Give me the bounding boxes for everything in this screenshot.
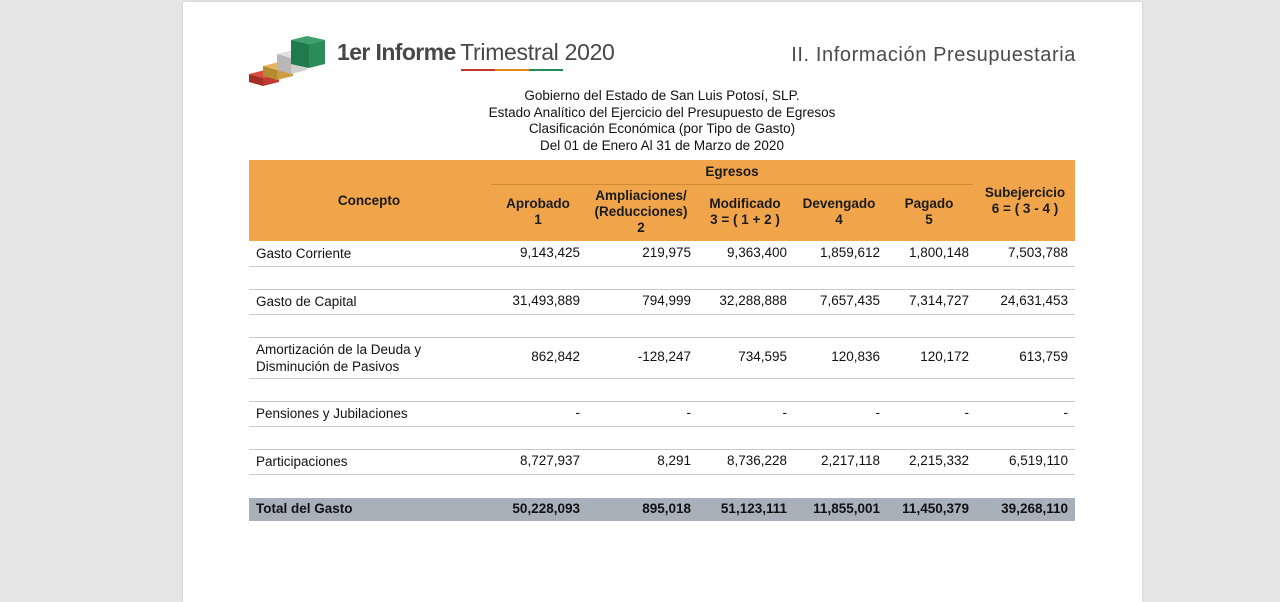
header-concepto: Concepto [337, 193, 401, 208]
row-label: Pensiones y Jubilaciones [256, 406, 408, 421]
cell-ampliaciones: - [686, 405, 691, 420]
cell-pagado: - [964, 405, 969, 420]
spacer-row [249, 427, 1075, 450]
total-subejercicio: 39,268,110 [1001, 501, 1068, 516]
heading-line-government: Gobierno del Estado de San Luis Potosí, SLP. [524, 88, 800, 103]
cell-subejercicio: 613,759 [1019, 349, 1068, 364]
brand-accent-underline [461, 69, 563, 72]
cell-modificado: 734,595 [738, 349, 787, 364]
table-row [249, 450, 1075, 475]
cell-modificado: - [782, 405, 787, 420]
table-header [249, 160, 1075, 241]
cell-pagado: 2,215,332 [908, 453, 969, 468]
stacked-bars-logo-icon [249, 34, 329, 88]
total-label: Total del Gasto [256, 501, 353, 516]
header-devengado: Devengado 4 [802, 196, 876, 227]
heading-line-period: Del 01 de Enero Al 31 de Marzo de 2020 [540, 137, 784, 153]
table-row [249, 242, 1075, 267]
cell-ampliaciones: 219,975 [642, 245, 691, 260]
header-pagado: Pagado 5 [904, 196, 954, 227]
cell-aprobado: - [575, 405, 580, 420]
table-row [249, 338, 1075, 379]
document-heading [249, 88, 1075, 154]
spacer-row [249, 315, 1075, 338]
cell-pagado: 120,172 [920, 349, 969, 364]
cell-modificado: 32,288,888 [719, 293, 787, 308]
header-ampliaciones: Ampliaciones/ (Reducciones) 2 [594, 188, 688, 235]
report-brand-title [337, 39, 615, 73]
cell-subejercicio: 7,503,788 [1007, 245, 1068, 260]
header-subejercicio: Subejercicio 6 = ( 3 - 4 ) [984, 185, 1066, 216]
brand-regular-text: Trimestral 2020 [460, 39, 615, 65]
table-row [249, 290, 1075, 315]
cell-devengado: 7,657,435 [819, 293, 880, 308]
row-label: Gasto de Capital [256, 294, 357, 309]
row-label: Amortización de la Deuda y Disminución de Pasivos [256, 342, 422, 374]
total-aprobado: 50,228,093 [512, 501, 580, 516]
heading-line-report: Estado Analítico del Ejercicio del Presupuesto de Egresos [488, 104, 836, 120]
header-modificado: Modificado 3 = ( 1 + 2 ) [709, 196, 781, 227]
egresos-divider [491, 184, 973, 185]
cell-aprobado: 862,842 [531, 349, 580, 364]
total-ampliaciones: 895,018 [642, 501, 691, 516]
cell-ampliaciones: 794,999 [642, 293, 691, 308]
heading-line-classification: Clasificación Económica (por Tipo de Gasto) [528, 121, 796, 136]
spacer-row [249, 267, 1075, 290]
spacer-row [249, 379, 1075, 402]
cell-subejercicio: 24,631,453 [1000, 293, 1068, 308]
cell-subejercicio: 6,519,110 [1008, 453, 1068, 468]
cell-pagado: 1,800,148 [908, 245, 969, 260]
cell-devengado: 120,836 [831, 349, 880, 364]
cell-aprobado: 31,493,889 [512, 293, 580, 308]
cell-devengado: 2,217,118 [820, 453, 880, 468]
report-page [183, 2, 1142, 602]
header-aprobado: Aprobado 1 [506, 196, 570, 227]
section-title: II. Información Presupuestaria [791, 44, 1076, 66]
cell-ampliaciones: 8,291 [657, 453, 691, 468]
row-label: Gasto Corriente [256, 246, 352, 261]
cell-modificado: 8,736,228 [726, 453, 787, 468]
total-pagado: 11,450,379 [902, 501, 969, 516]
total-devengado: 11,855,001 [813, 501, 880, 516]
total-modificado: 51,123,111 [720, 501, 787, 516]
cell-aprobado: 9,143,425 [519, 245, 580, 260]
header-egresos: Egresos [705, 164, 759, 179]
cell-modificado: 9,363,400 [726, 245, 787, 260]
total-row [249, 498, 1075, 521]
cell-pagado: 7,314,727 [908, 293, 969, 308]
cell-subejercicio: - [1063, 405, 1068, 420]
table-row [249, 402, 1075, 427]
cell-aprobado: 8,727,937 [519, 453, 580, 468]
brand-bold-text: 1er Informe [337, 39, 456, 65]
cell-ampliaciones: -128,247 [637, 349, 691, 364]
cell-devengado: - [875, 405, 880, 420]
row-label: Participaciones [256, 454, 348, 469]
cell-devengado: 1,859,612 [819, 245, 880, 260]
